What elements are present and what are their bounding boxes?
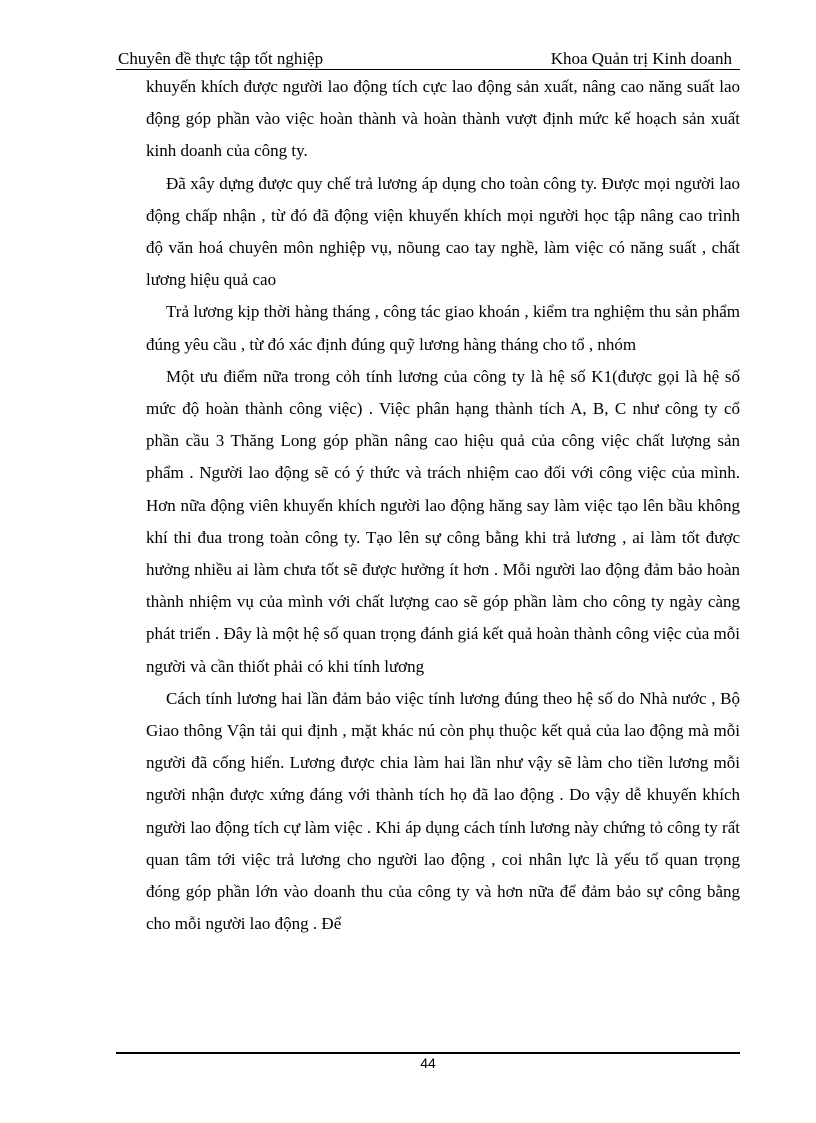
page-number: 44 — [420, 1055, 436, 1071]
header-divider — [116, 69, 740, 70]
header-right-title: Khoa Quản trị Kinh doanh — [550, 49, 732, 68]
paragraph-two-stage-calculation: Cách tính lương hai lần đảm bảo việc tính lương đúng theo hệ số do Nhà nước , Bộ Giao thông Vận tải qui định , mặt khác nú còn phụ thuộc kết quả của lao động mà mỗi người đã cống hiến. Lương được chia làm hai lần như vậy sẽ làm cho tiền lương mỗi người nhận được xứng đáng với thành tích họ đã lao động . Do vậy dễ khuyến khích người lao động tích cự làm việc . Khi áp dụng cách tính lương này chứng tỏ công ty rất quan tâm tới việc trả lương cho người lao động , coi nhân lực là yếu tố quan trọng đóng góp phần lớn vào doanh thu của công ty và hơn nữa để đảm bảo sự công bằng cho mỗi người lao động . Để — [146, 688, 740, 934]
paragraph-k1-coefficient: Một ưu điểm nữa trong cỏh tính lương của công ty là hệ số K1(được gọi là hệ số mức độ hoàn thành công việc) . Việc phân hạng thành tích A, B, C như công ty cổ phần cầu 3 Thăng Long góp phần nâng cao hiệu quả của công việc chất lượng sản phẩm . Người lao động sẽ có ý thức và trách nhiệm cao đối với công việc của mình. Hơn nữa động viên khuyến khích người lao động hăng say làm việc tạo lên bầu không khí thi đua trong toàn công ty. Tạo lên sự công bằng khi trả lương , ai làm tốt được hưởng nhiều ai làm chưa tốt sẽ được hưởng ít hơn . Mỗi người lao động đảm bảo hoàn thành nhiệm vụ của mình với chất lượng cao sẽ góp phần làm cho công ty ngày càng phát triển . Đây là một hệ số quan trọng đánh giá kết quả hoàn thành công việc của mỗi người và cần thiốt phải có khi tính lương — [146, 366, 740, 676]
paragraph-timely-payment: Trả lương kịp thời hàng tháng , công tác giao khoán , kiểm tra nghiệm thu sản phẩm đúng yêu cầu , từ đó xác định đúng quỹ lương hàng tháng cho tổ , nhóm — [146, 302, 740, 354]
document-body — [146, 71, 740, 940]
paragraph-continuation: khuyến khích được người lao động tích cực lao động sản xuất, nâng cao năng suất lao động góp phần vào việc hoàn thành và hoàn thành vượt định mức kế hoạch sản xuất kinh doanh của công ty. — [146, 77, 740, 161]
footer-divider — [116, 1052, 740, 1054]
paragraph-salary-regulation: Đã xây dựng được quy chế trả lương áp dụng cho toàn công ty. Được mọi người lao động chấp nhận , từ đó đã động viện khuyến khích mọi người học tập nâng cao trình độ văn hoá chuyên môn nghiệp vụ, nõung cao tay nghề, làm việc có năng suất , chất lương hiệu quả cao — [146, 173, 740, 290]
header-left-title: Chuyên đề thực tập tốt nghiệp — [118, 49, 324, 68]
